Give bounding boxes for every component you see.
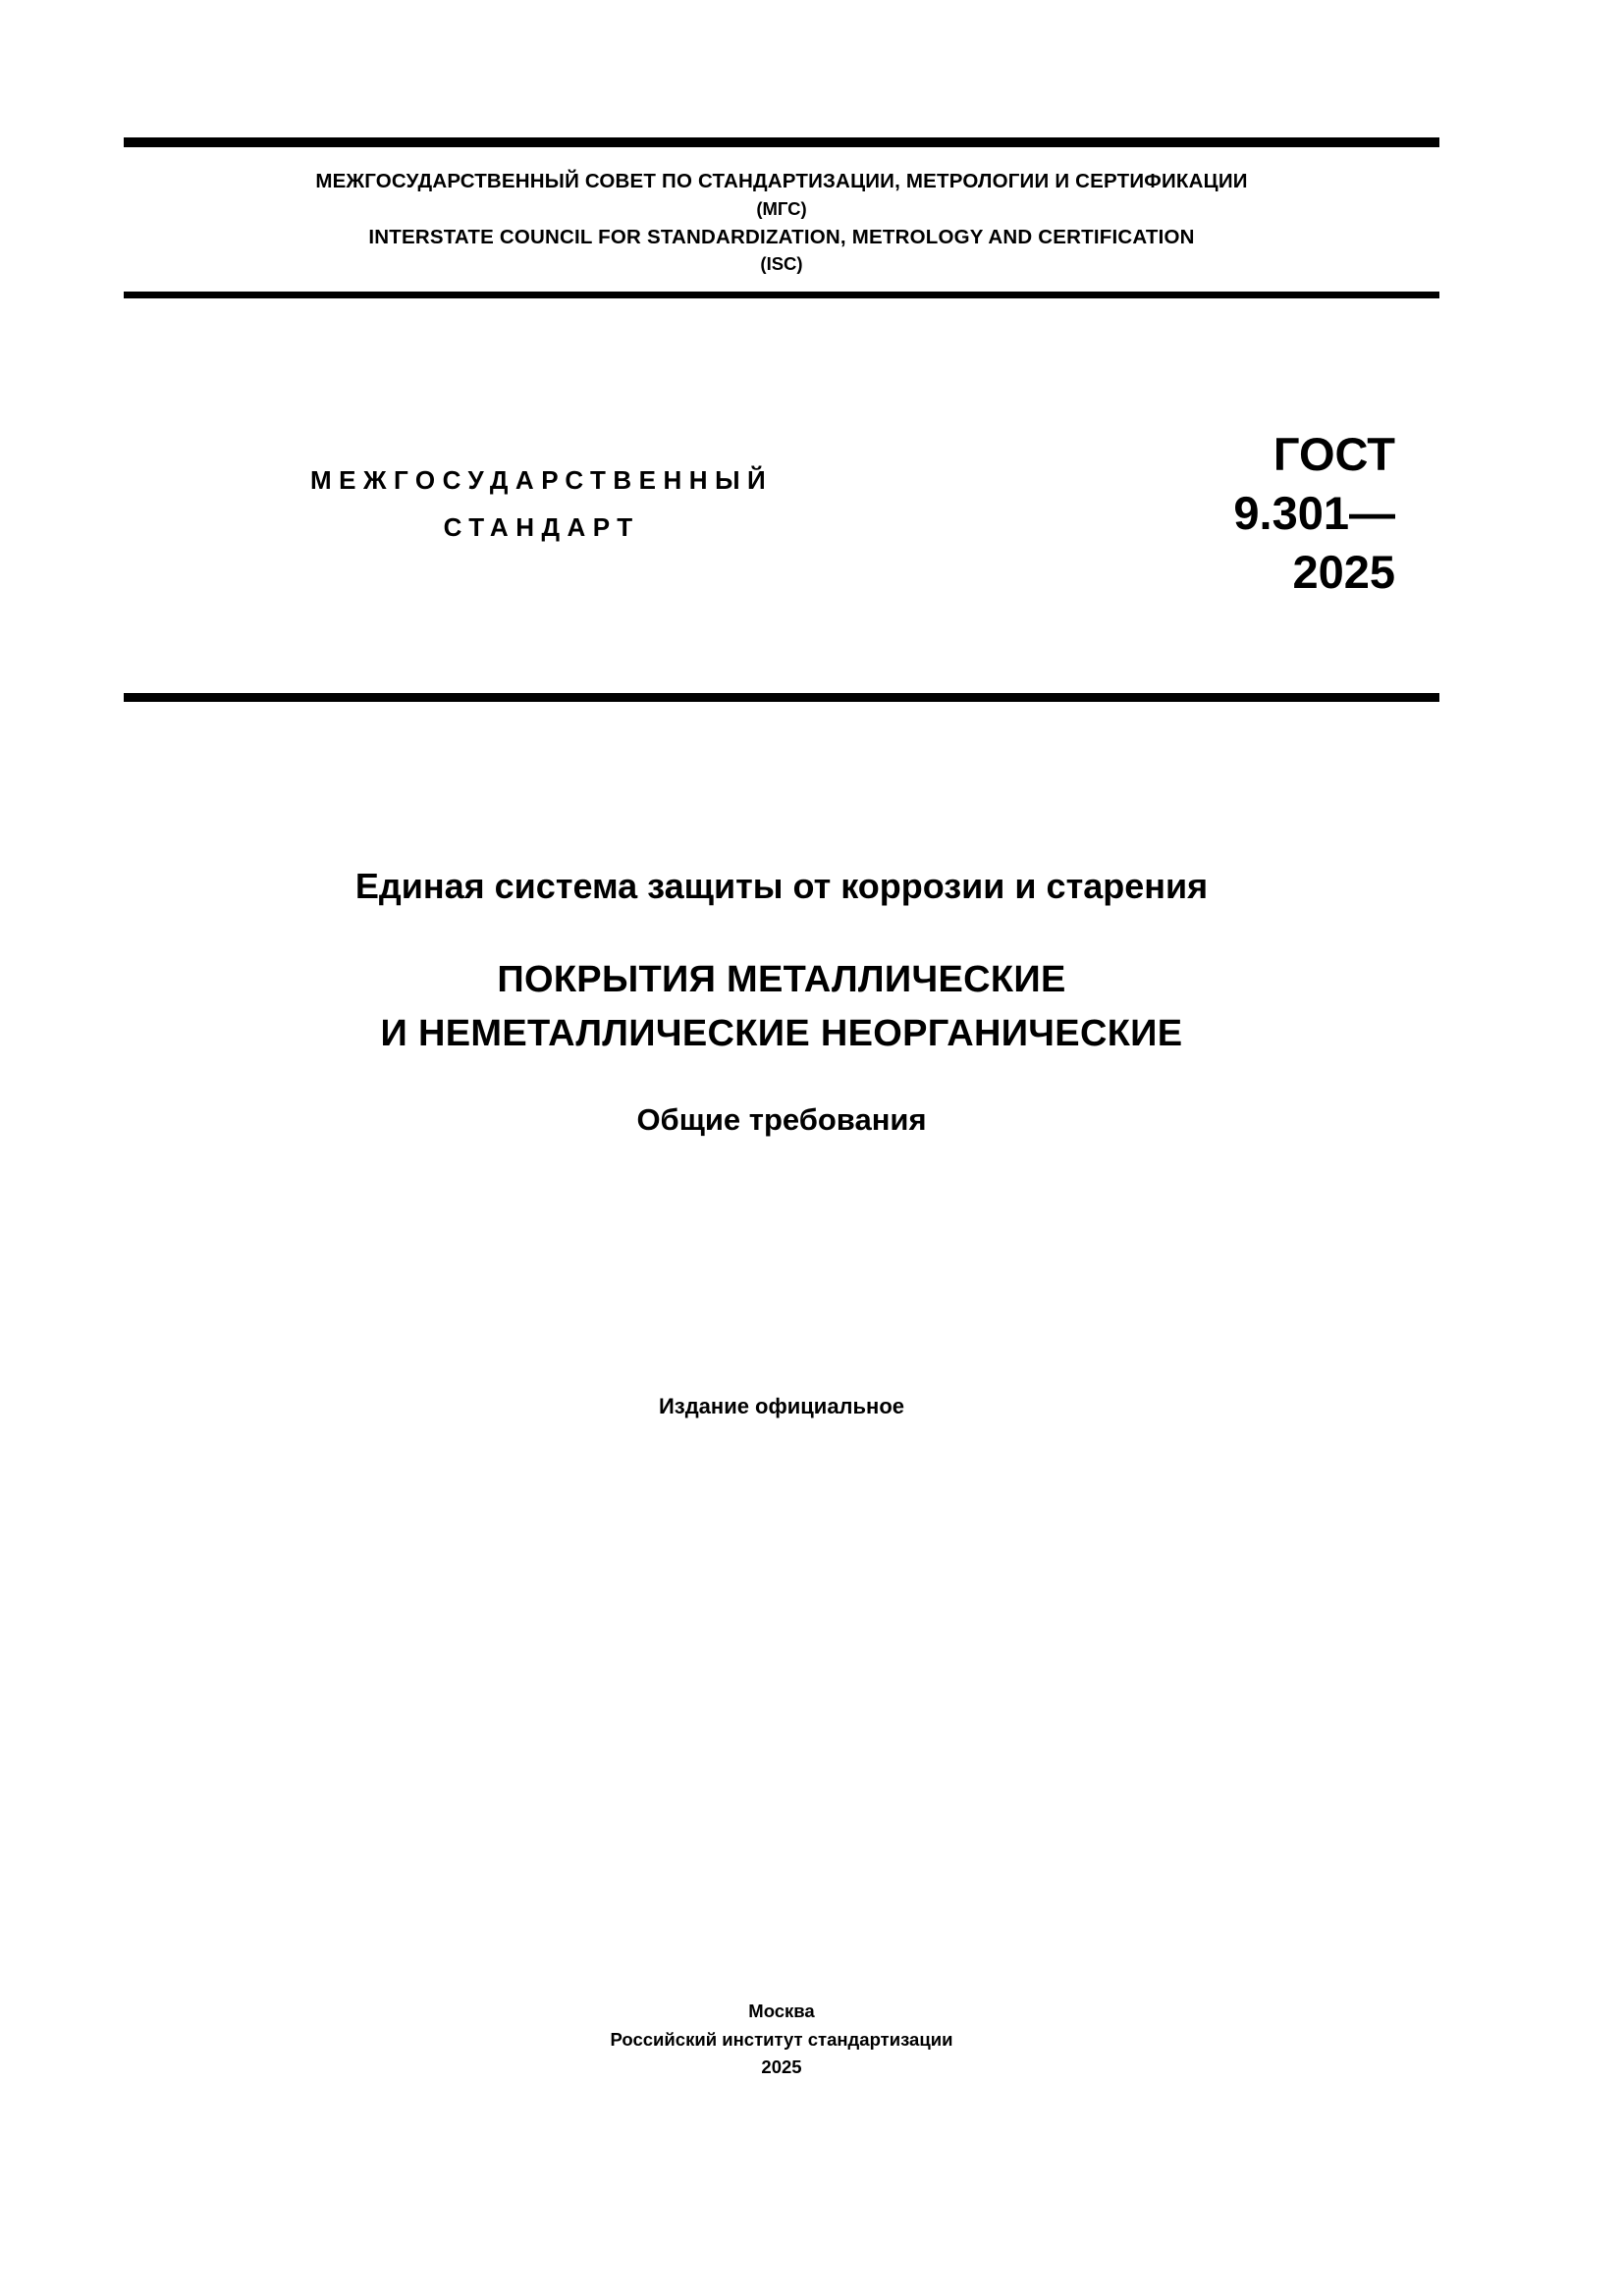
council-name-ru: МЕЖГОСУДАРСТВЕННЫЙ СОВЕТ ПО СТАНДАРТИЗАЦИИ, МЕТРОЛОГИИ И СЕРТИФИКАЦИИ [315, 170, 1248, 192]
page-title-line-2: И НЕМЕТАЛЛИЧЕСКИЕ НЕОРГАНИЧЕСКИЕ [380, 1012, 1183, 1054]
standard-identifier-band [124, 388, 1439, 712]
page-subtitle: Общие требования [636, 1101, 927, 1137]
council-name-en: INTERSTATE COUNCIL FOR STANDARDIZATION, METROLOGY AND CERTIFICATION [368, 225, 1195, 248]
council-abbr-en: (ISC) [760, 253, 803, 275]
publisher-imprint [124, 1998, 1439, 2082]
document-titles [124, 864, 1439, 1138]
standard-type-line-2: СТАНДАРТ [443, 512, 640, 543]
header-bottom-rule [124, 292, 1439, 298]
council-names [124, 147, 1439, 292]
standard-type-line-1: МЕЖГОСУДАРСТВЕННЫЙ [310, 465, 774, 495]
standard-year: 2025 [1292, 546, 1395, 599]
standard-code: ГОСТ [1272, 428, 1395, 480]
band-bottom-rule [124, 693, 1439, 702]
standard-number-block [1233, 425, 1395, 602]
official-edition-note: Издание официальное [658, 1394, 905, 1418]
header-block [124, 137, 1439, 298]
council-abbr-ru: (МГС) [756, 197, 807, 219]
imprint-publisher: Российский институт стандартизации [610, 2028, 953, 2050]
system-title: Единая система защиты от коррозии и старения [354, 866, 1209, 906]
standard-number: 9.301— [1233, 487, 1395, 540]
standard-type-label [310, 456, 773, 551]
page-title [124, 953, 1439, 1061]
imprint-year: 2025 [761, 2056, 802, 2078]
header-top-rule [124, 137, 1439, 147]
imprint-city: Москва [748, 2001, 815, 2021]
page-title-line-1: ПОКРЫТИЯ МЕТАЛЛИЧЕСКИЕ [497, 958, 1066, 1000]
